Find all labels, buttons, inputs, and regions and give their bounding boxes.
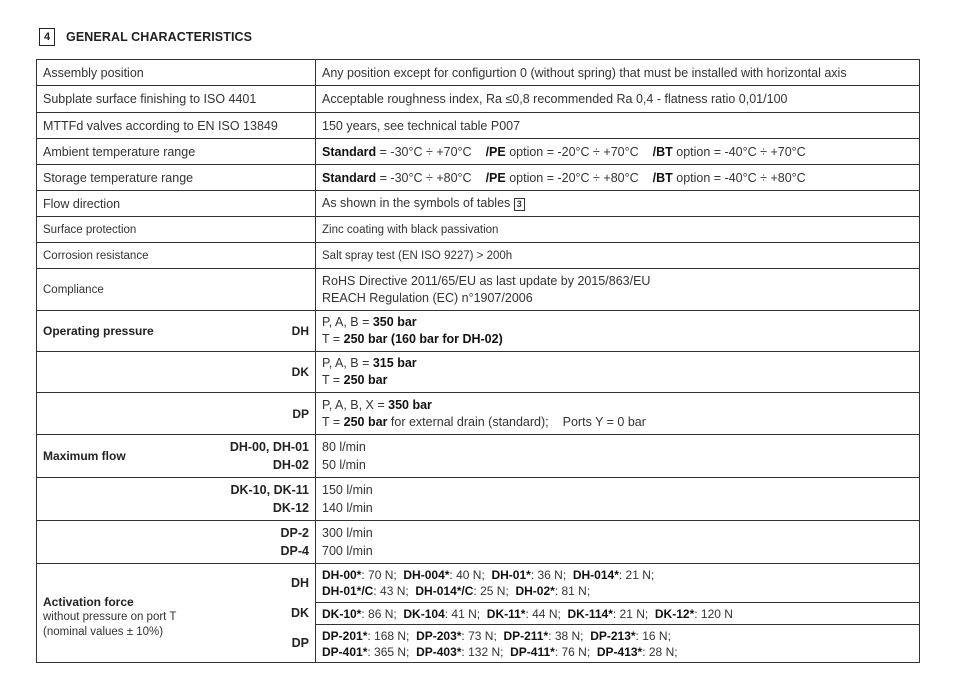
activation-subtitle-2: (nominal values ± 10%)	[43, 625, 164, 638]
pressure-code-dp: DP	[292, 406, 309, 421]
row-value	[316, 521, 920, 564]
model-code: DK-11*	[486, 606, 526, 621]
flow-code-dp-1: DP-2	[280, 526, 309, 540]
row-label: Assembly position	[37, 60, 316, 86]
row-value	[316, 165, 920, 191]
pressure-dp-ports: P, A, B, X =	[322, 397, 389, 412]
flow-dk-value-2: 140 l/min	[322, 501, 373, 515]
pressure-dh-ports: P, A, B =	[322, 315, 373, 329]
force-value: : 44 N;	[525, 606, 561, 621]
flow-dh-value-1: 80 l/min	[322, 440, 366, 454]
force-value: : 132 N;	[461, 644, 504, 659]
row-label: Surface protection	[37, 217, 316, 243]
standard-value: = -30°C ÷ +70°C	[376, 144, 472, 159]
standard-value: = -30°C ÷ +80°C	[376, 170, 472, 185]
model-code: DP-201*	[322, 628, 368, 643]
flow-code-dk-1: DK-10, DK-11	[230, 483, 309, 497]
row-value: Any position except for configurtion 0 (without spring) that must be installed with horizontal axis	[316, 60, 920, 86]
row-value: Zinc coating with black passivation	[316, 217, 920, 243]
flow-dp-value-1: 300 l/min	[322, 526, 373, 540]
flow-code-dh-2: DH-02	[272, 458, 309, 472]
row-label: Storage temperature range	[37, 165, 316, 191]
force-value: : 25 N;	[473, 584, 509, 598]
row-label: Ambient temperature range	[37, 139, 316, 165]
model-code: DK-12*	[654, 606, 695, 621]
row-value	[316, 191, 920, 217]
flow-label-cell	[37, 478, 316, 521]
force-value: : 43 N;	[373, 584, 409, 598]
pressure-dk-value: 315 bar	[372, 356, 417, 370]
row-value	[316, 603, 920, 625]
pressure-dp-value: 350 bar	[388, 397, 432, 412]
section-number: 4	[39, 28, 55, 46]
activation-label: Activation force	[43, 594, 134, 609]
pressure-label-cell	[37, 311, 316, 352]
activation-code-dp: DP	[291, 636, 309, 651]
bt-value: option = -40°C ÷ +80°C	[672, 170, 806, 185]
characteristics-table	[36, 59, 920, 663]
table-row	[37, 113, 920, 139]
section-title: GENERAL CHARACTERISTICS	[66, 30, 253, 44]
model-code: DP-213*	[590, 628, 636, 643]
pressure-dh-t-port: T =	[322, 332, 344, 346]
table-row	[37, 139, 920, 165]
row-label: MTTFd valves according to EN ISO 13849	[37, 113, 316, 139]
force-value: : 73 N;	[461, 628, 497, 643]
force-value: : 120 N	[694, 606, 733, 621]
row-value	[316, 139, 920, 165]
flow-code-dh-1: DH-00, DH-01	[229, 440, 309, 454]
force-value: : 36 N;	[530, 568, 567, 582]
flow-direction-text: As shown in the symbols of tables	[322, 196, 511, 211]
model-code: DK-104	[403, 606, 445, 621]
row-value	[316, 352, 920, 393]
row-value	[316, 435, 920, 478]
pe-value: option = -20°C ÷ +80°C	[505, 170, 639, 185]
compliance-line-1: RoHS Directive 2011/65/EU as last update by 2015/863/EU	[322, 273, 651, 288]
model-code: DH-014*	[572, 568, 619, 582]
model-code: DH-01*/C	[322, 584, 374, 598]
force-value: : 21 N;	[612, 606, 649, 621]
section-header	[39, 27, 252, 47]
pressure-dh-t-value: 250 bar (160 bar for DH-02)	[343, 332, 503, 346]
model-code: DP-413*	[596, 644, 643, 659]
flow-label: Maximum flow	[43, 449, 126, 463]
row-label: Compliance	[37, 269, 316, 311]
activation-label-cell	[37, 564, 316, 663]
row-value: 150 years, see technical table P007	[316, 113, 920, 139]
flow-label-cell	[37, 521, 316, 564]
table-row	[37, 243, 920, 269]
force-value: : 86 N;	[361, 606, 397, 621]
row-value	[316, 625, 920, 663]
flow-dp-value-2: 700 l/min	[322, 544, 373, 558]
model-code: DH-014*/C	[415, 584, 474, 598]
pressure-dp-t-port: T =	[322, 414, 344, 429]
force-value: : 365 N;	[367, 644, 410, 659]
bt-keyword: /BT	[652, 170, 673, 185]
row-label: Flow direction	[37, 191, 316, 217]
pressure-dk-t-value: 250 bar	[343, 373, 388, 387]
row-value	[316, 478, 920, 521]
model-code: DP-403*	[416, 644, 462, 659]
flow-code-dk-2: DK-12	[272, 501, 309, 515]
table-row	[37, 435, 920, 478]
row-label: Subplate surface finishing to ISO 4401	[37, 86, 316, 113]
flow-dk-value-1: 150 l/min	[322, 483, 373, 497]
table-row	[37, 217, 920, 243]
table-row	[37, 86, 920, 113]
model-code: DP-203*	[416, 628, 462, 643]
force-value: : 81 N;	[554, 584, 591, 598]
activation-code-dh: DH	[290, 575, 309, 590]
pressure-dk-ports: P, A, B =	[322, 356, 373, 370]
force-value: : 28 N;	[642, 644, 678, 659]
force-value: : 21 N;	[618, 568, 655, 582]
row-value	[316, 393, 920, 435]
flow-label-cell	[37, 435, 316, 478]
force-value: : 40 N;	[449, 568, 485, 582]
table-row	[37, 269, 920, 311]
standard-keyword: Standard	[322, 170, 377, 185]
force-value: : 76 N;	[554, 644, 591, 659]
pe-keyword: /PE	[485, 170, 506, 185]
pressure-label-cell	[37, 393, 316, 435]
model-code: DH-00*	[322, 568, 362, 582]
pe-keyword: /PE	[485, 144, 506, 159]
row-value: Acceptable roughness index, Ra ≤0,8 recommended Ra 0,4 - flatness ratio 0,01/100	[316, 86, 920, 113]
pressure-dk-t-port: T =	[322, 373, 344, 387]
table-row	[37, 60, 920, 86]
pressure-dh-value: 350 bar	[372, 315, 417, 329]
table-reference-box: 3	[514, 198, 525, 211]
force-value: : 168 N;	[367, 628, 410, 643]
flow-code-dp-2: DP-4	[280, 544, 309, 558]
table-row	[37, 521, 920, 564]
table-row	[37, 478, 920, 521]
force-value: : 16 N;	[635, 628, 671, 643]
row-value	[316, 269, 920, 311]
model-code: DH-02*	[515, 584, 555, 598]
row-value: Salt spray test (EN ISO 9227) > 200h	[316, 243, 920, 269]
bt-keyword: /BT	[652, 144, 673, 159]
model-code: DP-401*	[322, 644, 368, 659]
bt-value: option = -40°C ÷ +70°C	[672, 144, 806, 159]
row-label: Corrosion resistance	[37, 243, 316, 269]
model-code: DP-211*	[503, 628, 549, 643]
model-code: DK-10*	[322, 606, 362, 621]
model-code: DH-004*	[403, 568, 450, 582]
table-row	[37, 352, 920, 393]
table-row	[37, 191, 920, 217]
activation-subtitle-1: without pressure on port T	[43, 610, 177, 623]
pressure-label: Operating pressure	[43, 324, 154, 338]
row-value	[316, 564, 920, 603]
table-row	[37, 311, 920, 352]
pe-value: option = -20°C ÷ +70°C	[505, 144, 639, 159]
pressure-dp-t-value: 250 bar	[343, 414, 388, 429]
model-code: DH-01*	[491, 568, 531, 582]
model-code: DP-411*	[510, 644, 555, 659]
pressure-dp-drain-note: for external drain (standard);	[387, 414, 549, 429]
pressure-dp-y-port: Ports Y = 0 bar	[562, 414, 646, 429]
force-value: : 70 N;	[361, 568, 397, 582]
compliance-line-2: REACH Regulation (EC) n°1907/2006	[322, 290, 533, 305]
force-value: : 41 N;	[444, 606, 481, 621]
table-row	[37, 165, 920, 191]
row-value	[316, 311, 920, 352]
table-row	[37, 564, 920, 603]
model-code: DK-114*	[567, 606, 613, 621]
force-value: : 38 N;	[548, 628, 584, 643]
pressure-label-cell	[37, 352, 316, 393]
pressure-code-dh: DH	[291, 324, 309, 338]
table-row	[37, 393, 920, 435]
pressure-code-dk: DK	[291, 365, 309, 379]
activation-code-dk: DK	[290, 605, 309, 620]
standard-keyword: Standard	[322, 144, 377, 159]
flow-dh-value-2: 50 l/min	[322, 458, 366, 472]
